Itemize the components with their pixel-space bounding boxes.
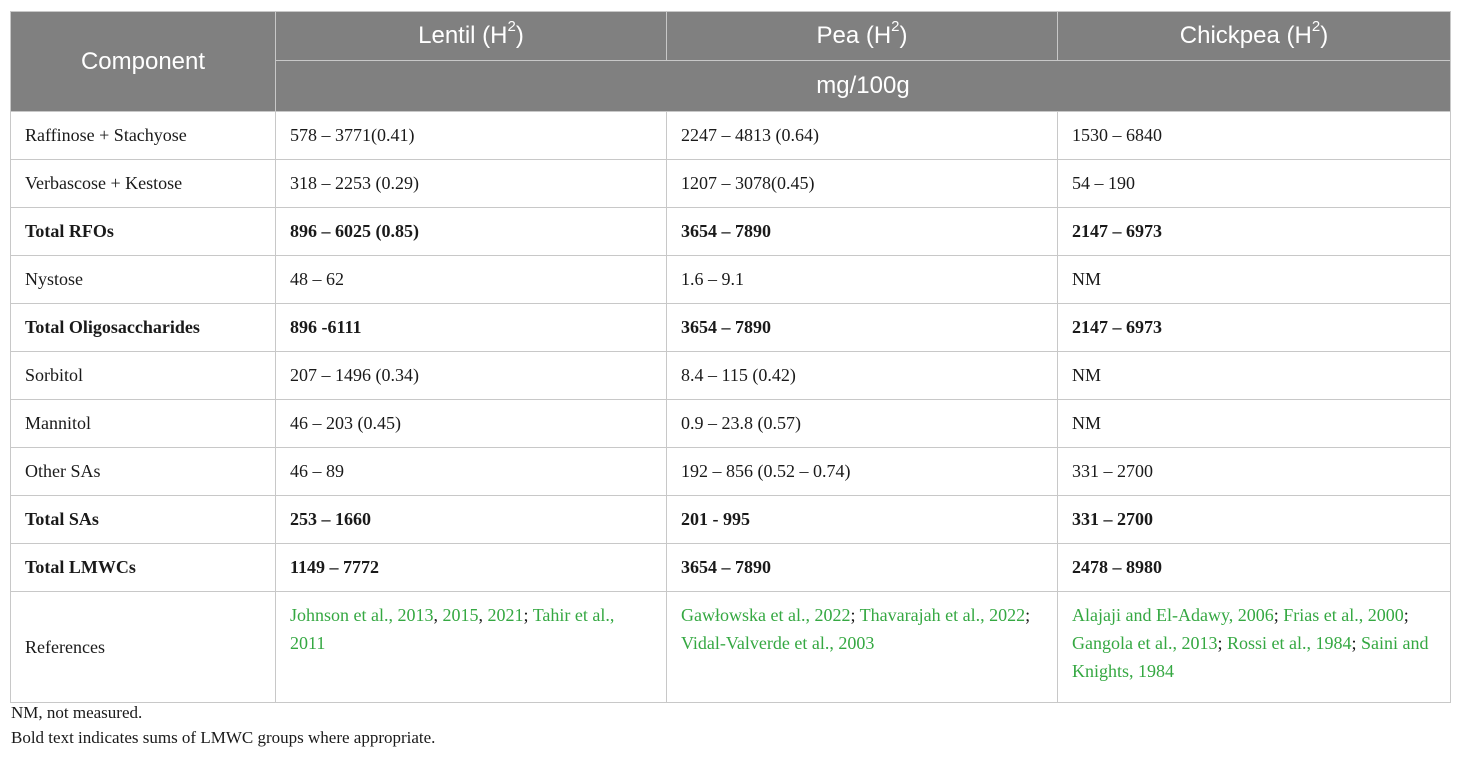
header-chickpea-sup: 2 <box>1311 18 1321 35</box>
cell-pea: 1.6 – 9.1 <box>667 256 1058 304</box>
cell-component: Verbascose + Kestose <box>11 160 276 208</box>
references-row <box>11 592 1451 703</box>
cell-lentil: 578 – 3771(0.41) <box>276 112 667 160</box>
references-chickpea <box>1058 592 1451 703</box>
cell-pea: 201 - 995 <box>667 496 1058 544</box>
table-row <box>11 256 1451 304</box>
table-row <box>11 160 1451 208</box>
cell-lentil: 896 -6111 <box>276 304 667 352</box>
reference-link[interactable]: Frias et al., 2000 <box>1283 605 1404 625</box>
reference-link[interactable]: Thavarajah et al., 2022 <box>859 605 1026 625</box>
reference-link[interactable]: 2015 <box>442 605 479 625</box>
reference-separator: , <box>478 605 488 625</box>
cell-chickpea: 1530 – 6840 <box>1058 112 1451 160</box>
reference-link[interactable]: Gawłowska et al., 2022 <box>681 605 851 625</box>
cell-lentil: 896 – 6025 (0.85) <box>276 208 667 256</box>
cell-chickpea: 2478 – 8980 <box>1058 544 1451 592</box>
cell-component: Total LMWCs <box>11 544 276 592</box>
cell-pea: 8.4 – 115 (0.42) <box>667 352 1058 400</box>
cell-chickpea: 2147 – 6973 <box>1058 208 1451 256</box>
table-row <box>11 208 1451 256</box>
reference-separator: ; <box>1403 605 1409 625</box>
table-body <box>11 112 1451 703</box>
cell-component: Raffinose + Stachyose <box>11 112 276 160</box>
reference-link[interactable]: Johnson et al., 2013 <box>290 605 434 625</box>
reference-separator: ; <box>1025 605 1031 625</box>
cell-pea: 2247 – 4813 (0.64) <box>667 112 1058 160</box>
header-pea-close: ) <box>899 22 908 49</box>
table-row <box>11 448 1451 496</box>
reference-link[interactable]: Saini and Knights, 1984 <box>1072 633 1429 681</box>
reference-separator: ; <box>1351 633 1361 653</box>
cell-chickpea: 331 – 2700 <box>1058 448 1451 496</box>
cell-lentil: 1149 – 7772 <box>276 544 667 592</box>
reference-separator: ; <box>523 605 533 625</box>
table-row <box>11 352 1451 400</box>
header-lentil-label: Lentil (H <box>418 22 508 49</box>
reference-link[interactable]: Rossi et al., 1984 <box>1226 633 1352 653</box>
cell-component: Mannitol <box>11 400 276 448</box>
cell-chickpea: NM <box>1058 400 1451 448</box>
cell-lentil: 48 – 62 <box>276 256 667 304</box>
carbohydrate-table <box>10 11 1451 703</box>
header-lentil <box>276 12 667 61</box>
reference-link[interactable]: 2021 <box>487 605 524 625</box>
references-lentil <box>276 592 667 703</box>
cell-pea: 3654 – 7890 <box>667 304 1058 352</box>
cell-component: Nystose <box>11 256 276 304</box>
cell-lentil: 46 – 89 <box>276 448 667 496</box>
footnote-nm: NM, not measured. <box>11 703 143 722</box>
cell-lentil: 207 – 1496 (0.34) <box>276 352 667 400</box>
cell-component: Total SAs <box>11 496 276 544</box>
references-pea <box>667 592 1058 703</box>
cell-lentil: 253 – 1660 <box>276 496 667 544</box>
cell-chickpea: 54 – 190 <box>1058 160 1451 208</box>
cell-chickpea: 331 – 2700 <box>1058 496 1451 544</box>
table-header <box>11 12 1451 112</box>
header-pea-sup: 2 <box>891 18 900 35</box>
reference-link[interactable]: Tahir et al., 2011 <box>290 605 615 653</box>
reference-separator: ; <box>1273 605 1284 625</box>
table-row <box>11 304 1451 352</box>
cell-component: Total RFOs <box>11 208 276 256</box>
table-row <box>11 112 1451 160</box>
header-component: Component <box>11 12 276 112</box>
reference-separator: , <box>433 605 443 625</box>
references-label: References <box>11 592 276 703</box>
cell-chickpea: NM <box>1058 352 1451 400</box>
cell-component: Other SAs <box>11 448 276 496</box>
table-container <box>10 11 1450 703</box>
cell-pea: 3654 – 7890 <box>667 208 1058 256</box>
cell-component: Total Oligosaccharides <box>11 304 276 352</box>
cell-lentil: 46 – 203 (0.45) <box>276 400 667 448</box>
reference-separator: ; <box>850 605 860 625</box>
header-pea-label: Pea (H <box>816 22 892 49</box>
cell-pea: 3654 – 7890 <box>667 544 1058 592</box>
cell-component: Sorbitol <box>11 352 276 400</box>
cell-pea: 192 – 856 (0.52 – 0.74) <box>667 448 1058 496</box>
cell-chickpea: NM <box>1058 256 1451 304</box>
table-row <box>11 400 1451 448</box>
header-lentil-sup: 2 <box>507 18 516 35</box>
table-footnotes <box>11 700 435 750</box>
footnote-bold: Bold text indicates sums of LMWC groups where appropriate. <box>11 728 436 747</box>
cell-pea: 0.9 – 23.8 (0.57) <box>667 400 1058 448</box>
header-chickpea-close: ) <box>1320 22 1329 49</box>
cell-lentil: 318 – 2253 (0.29) <box>276 160 667 208</box>
table-row <box>11 544 1451 592</box>
cell-chickpea: 2147 – 6973 <box>1058 304 1451 352</box>
reference-link[interactable]: Gangola et al., 2013 <box>1072 633 1218 653</box>
table-row <box>11 496 1451 544</box>
reference-link[interactable]: Vidal-Valverde et al., 2003 <box>681 633 875 653</box>
header-unit: mg/100g <box>276 61 1451 112</box>
header-chickpea-label: Chickpea (H <box>1179 22 1312 49</box>
header-lentil-close: ) <box>515 22 524 49</box>
header-pea <box>667 12 1058 61</box>
cell-pea: 1207 – 3078(0.45) <box>667 160 1058 208</box>
header-chickpea <box>1058 12 1451 61</box>
reference-separator: ; <box>1217 633 1227 653</box>
reference-link[interactable]: Alajaji and El-Adawy, 2006 <box>1072 605 1274 625</box>
